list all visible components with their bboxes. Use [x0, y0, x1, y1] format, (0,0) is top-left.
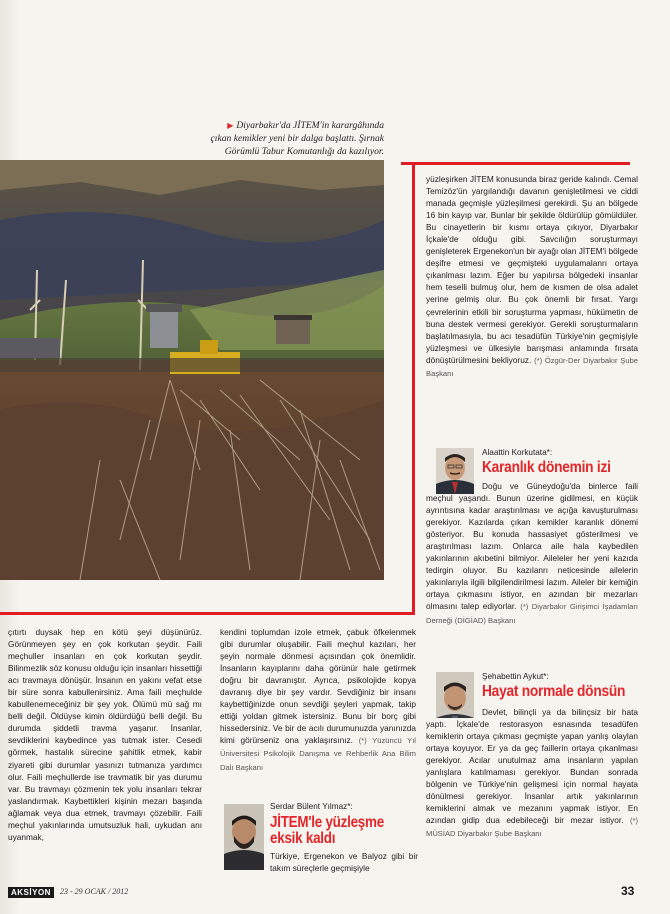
- middle-source: (*) Yüzüncü Yıl Üniversitesi Psikolojik Danışma ve Rehberlik Ana Bilim Dalı Başkanı: [220, 736, 416, 772]
- red-frame-top: [401, 162, 630, 165]
- page-number: 33: [621, 884, 635, 898]
- left-column-text: çıtırtı duysak hep en kötü şeyi düşünürüz. Görünmeyen şey en çok korkutan şeydir. Faili meçhuller insanları en çok korkutan şeydir. Bilinmezlik söz konusu olduğu için insanları hissettiği acı travmaya dönüşür. İnsanın en yakını vefat etse bir süre sonra kabullenirsiniz. Ama faili meçhulde kabullenemeceğiniz bir şey yok. Ölümü mü sağ mı belli değil. Öldüyse kimin öldürdüğü belli değil. Bu durumda şiddetli travma yaşanır. İnsanlar, sevdiklerini kaybedince yas tutmak ister. Cesedi görmek, hastalık sürecine şahitlik etmek, kabir ziyareti gibi durumlar yasınızı tutmanıza yardımcı olur. Faili meçhullerde ise travmatik bir yas durumu var. Bu travmayı çözmenin tek yolu insanları tekrar yaslandırmak. Kaybettikleri kişinin mezarı başında ağlamak veya dua etmek, travmayı çözebilir. Faili meçhul yakınlarında umutsuzluk hali, uykudan anı uyanmak,: [8, 627, 202, 842]
- person1-headline-line1: JİTEM'le yüzleşme: [270, 814, 384, 831]
- middle-column-text: kendini toplumdan izole etmek, çabuk öfkelenmek gibi durumlar oluşabilir. Faili meçhul kazıları, her şeyin normale dönmesi açısından çok önemlidir. İnsanların kayıplarını daha görünür hale getirmek doğru bir davranıştır. Ayrıca, psikolojide kopya davranış diye bir şey vardır. Sevdiğiniz bir insanı kaybettiğinizde onun sevdiği şeyleri yapmak, takip ettiği yoldan gitmek istersiniz. Bunu bir borç gibi hissedersiniz. Ve bir de acılı durumunuzda yanınızda kimi görürseniz ona yaklaşırsınız.: [220, 627, 416, 746]
- person3-text-block: [426, 706, 638, 841]
- person1-name: Serdar Bülent Yılmaz*:: [270, 802, 353, 811]
- right-column-intro: [426, 173, 638, 380]
- person2-name: Alaattin Korkutata*:: [482, 448, 553, 457]
- person3-name: Şehabettin Aykut*:: [482, 672, 549, 681]
- person2-text: Doğu ve Güneydoğu'da binlerce faili meçhul yaşandı. Bunun üzerine gidilmesi, en küçük ayrıntısına kadar araştırılması ve açığa kavuşturulması gerekiyor. Kazılarda çıkan kemikler karanlık dönemi gösteriyor. Bu konuda hassasiyet gösterilmesi ve araştırılması lazım. Onlarca aile hala kaybedilen yakınlarının akıbetini bilmiyor. Aileleler her yeni kazıda tedirgin oluyor. Bu kazılanrı neticesinde ailelerin yakınlarıyla ilgili bilgilendirilmesi lazım. Aileler bir kemiğin ortaya çıkmasını istiyor, en azından bir mezarları olmasını talep ediyorlar.: [426, 481, 638, 612]
- person1-headline-line2: eksik kaldı: [270, 830, 336, 847]
- red-frame-left: [412, 162, 415, 614]
- intro-source: (*) Özgür-Der Diyarbakır Şube Başkanı: [426, 355, 639, 378]
- red-frame-bottom: [0, 612, 415, 615]
- aksiyon-logo: AKSİYON: [8, 887, 54, 898]
- person3-text: Devlet, bilinçli ya da bilinçsiz bir hata yaptı. İçkale'de restorasyon esnasında tesadüfen kemiklerin ortaya çıkması geçmişte yapan yanlış olaylan ortaya koyuyor. Er ya da geç faillerin ortaya çıkanlması gerekiyor. Acılar unutulmaz ama insanların yapılan yanlışlara katılmaması gerekiyor. Bundan sonrada bölgenin ve Türkiye'nin gelişmesi için normal hayata dönülmesi gerekiyor. İnsanlar artık yakınlarının kemiklerini almak ve mezanını yapmak istiyor. En azından gidip dua edebileceği bir mezar istiyor.: [426, 707, 638, 826]
- caption-line-2: çıkan kemikler yeni bir dalga başlattı. Şırnak: [210, 133, 384, 144]
- person3-source: (*) MÜSİAD Diyarbakır Şube Başkanı: [426, 816, 638, 839]
- middle-column: [220, 626, 416, 774]
- person1-text: Türkiye, Ergenekon ve Balyoz gibi bir takım süreçlerle geçmişiyle: [270, 851, 418, 874]
- caption-line-1: Diyarbakır'da JİTEM'in karargâhında: [236, 120, 384, 131]
- person1-text-block: [270, 850, 418, 874]
- left-column: [8, 626, 202, 843]
- serdar-bulent-yilmaz-portrait: [224, 804, 264, 870]
- issue-date: 23 - 29 OCAK / 2012: [60, 887, 129, 896]
- person2-headline: Karanlık dönemin izi: [482, 459, 611, 476]
- person3-headline: Hayat normale dönsün: [482, 683, 626, 700]
- photo-caption: [170, 119, 384, 158]
- red-triangle-icon: ▶: [227, 121, 234, 130]
- caption-line-3: Görümlü Tabur Komutanlığı da kazılıyor.: [224, 146, 384, 157]
- excavation-site-photo: [0, 160, 384, 580]
- person2-source: (*) Diyarbakır Girişimci İşadamları Derneği (DİGİAD) Başkanı: [426, 602, 638, 625]
- person2-text-block: [426, 480, 638, 627]
- intro-text: yüzleşirken JİTEM konusunda biraz geride kalındı. Cemal Temizöz'ün yargılandığı davanın genişletilmesi ve ciddi manada geçmişle yüzleşilmesi gerekirdi. Şu an bölgede 16 bin kayıp var. Bunlar bir şekilde öldürülüp gömüldüler. Bu cinayetlerin bir kısmı ortaya çıkıyor, Diyarbakır İçkale'de olduğu gibi. Savcılığın soruşturmayı genişleterek Ergenekon'un bir ayağı olan JİTEM'i bölgede deşifre etmesi ve geçmişteki uygulamalanrı ortaya çıkanlması lazım. Eğer bu yapılırsa bölgedeki insanlar hem teselli bulmuş olur, hem de kısmen de olsa adalet yerine gelmiş olur. Bu çok önemli bir fırsat. Yargı çevrelerinin etkili bir soruşturma yapması, hükümetin de buna destek vermesi gerekiyor. Gerekli soruşturmaların başlatılmasıyla, bu acı tesadüfün Türkiye'nin geçmişiyle yüzleşmesi ve ülkesiyle barışması anlamında fırsata dönüştürülmesini bekliyoruz.: [426, 174, 638, 365]
